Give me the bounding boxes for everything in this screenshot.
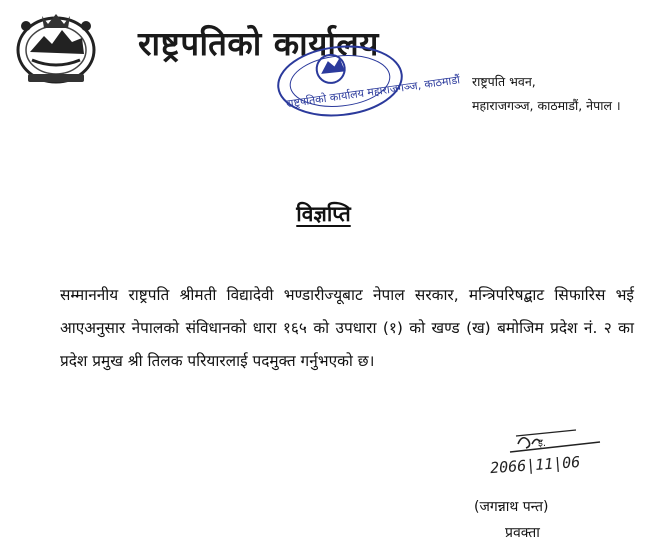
office-title: राष्ट्रपतिको कार्यालय — [138, 24, 379, 63]
address-line-1: राष्ट्रपति भवन, — [472, 74, 536, 89]
nepal-emblem-icon — [12, 10, 100, 86]
notice-body: सम्माननीय राष्ट्रपति श्रीमती विद्यादेवी भण्डारीज्यूबाट नेपाल सरकार, मन्त्रिपरिषद्बाट सिफारिस भई आएअनुसार नेपालको संविधानको धारा १६५ को उपधारा (१) को खण्ड (ख) बमोजिम प्रदेश नं. २ का प्रदेश प्रमुख श्री तिलक परियारलाई पदमुक्त गर्नुभएको छ। — [60, 286, 634, 370]
address-line-2: महाराजगञ्ज, काठमाडौं, नेपाल । — [472, 98, 621, 113]
signature-date: 2066|11|06 — [489, 452, 581, 478]
office-seal-icon — [270, 38, 461, 124]
seal-text: राष्ट्रपतिको कार्यालय महाराजगञ्ज, काठमाडौं — [285, 73, 461, 111]
notice-heading-container — [0, 200, 647, 228]
signature-initials: इ. — [538, 438, 547, 449]
office-address — [472, 70, 621, 118]
notice-heading: विज्ञप्ति — [296, 202, 351, 226]
signatory-name: (जगन्नाथ पन्त) — [474, 499, 549, 515]
signatory-title: प्रवक्ता — [505, 525, 540, 541]
